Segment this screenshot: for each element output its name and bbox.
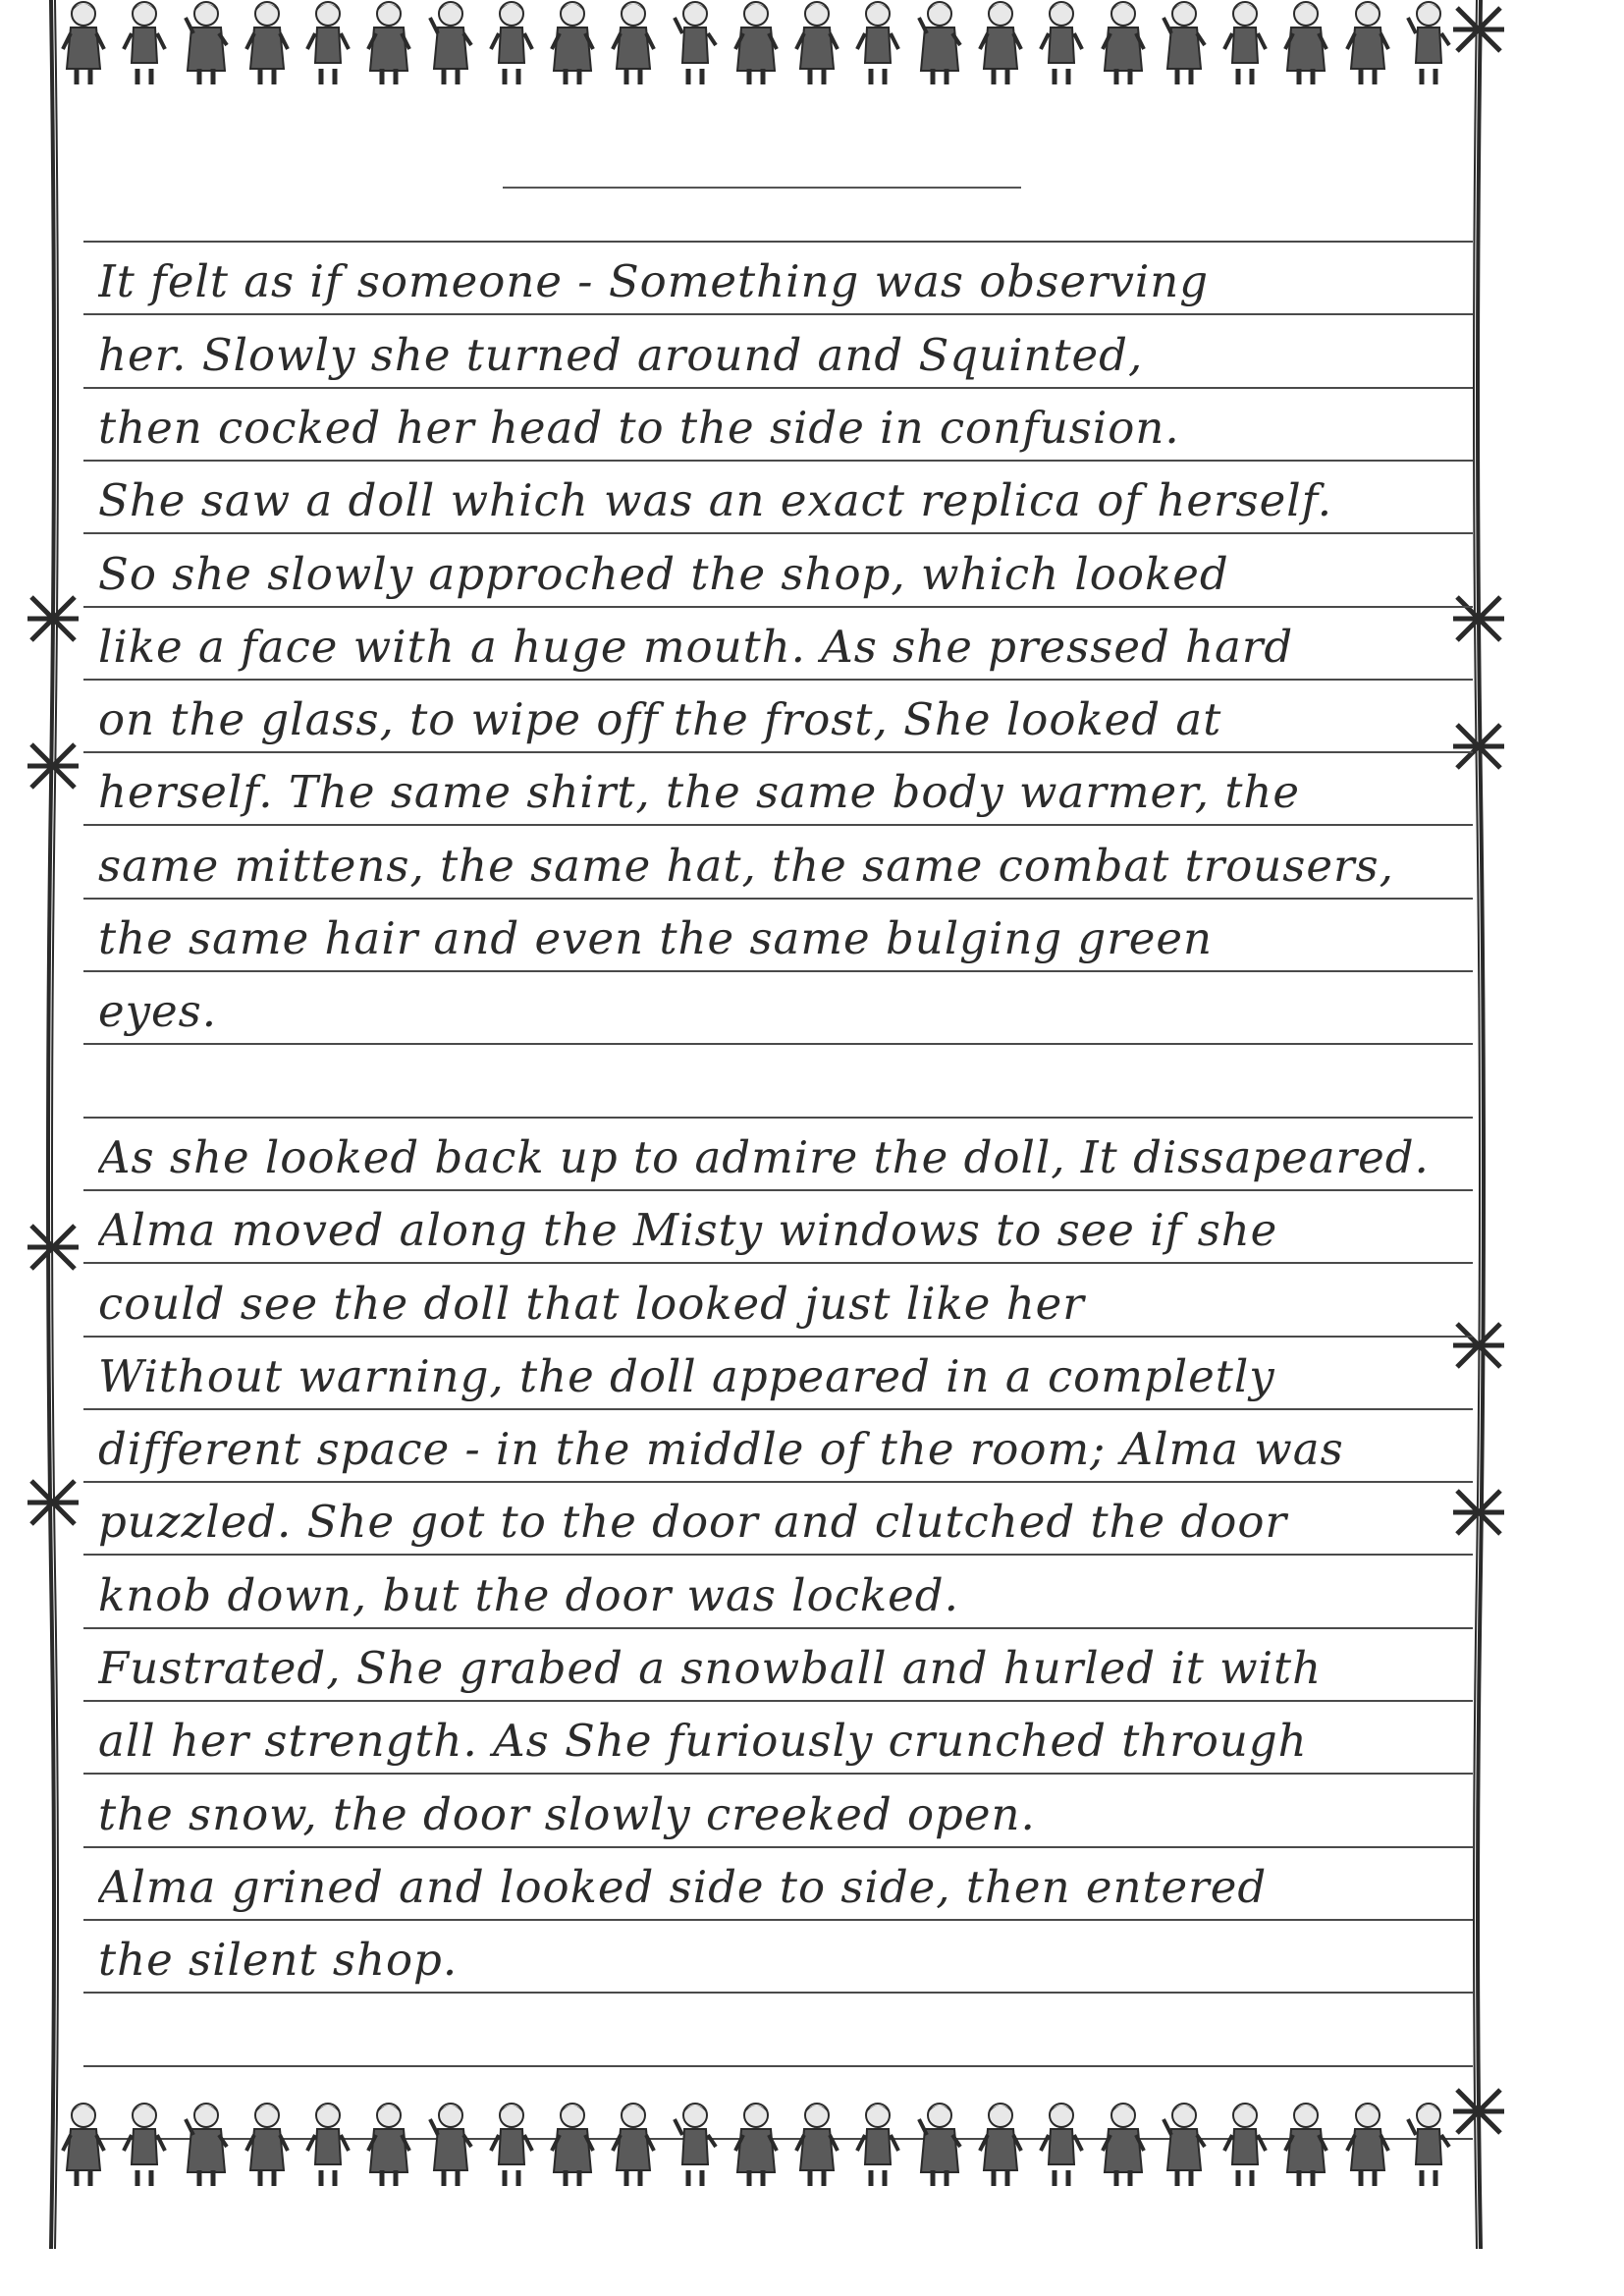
story-line: like a face with a huge mouth. As she pressed hard	[98, 620, 1294, 673]
doll-icon	[120, 0, 169, 90]
story-line: her. Slowly she turned around and Squinted,	[98, 328, 1144, 381]
doll-icon	[548, 2094, 597, 2192]
doll-icon	[671, 2094, 720, 2192]
story-line: eyes.	[98, 985, 218, 1038]
bottom-doll-border	[59, 2094, 1453, 2192]
story-line: the snow, the door slowly creeked open.	[98, 1787, 1036, 1840]
story-line: knob down, but the door was locked.	[98, 1568, 959, 1621]
ruled-line	[83, 1262, 1473, 1264]
title-line	[503, 187, 1021, 189]
story-line: Fustrated, She grabed a snowball and hurled it with	[98, 1642, 1323, 1694]
doll-icon	[426, 2094, 475, 2192]
doll-icon	[1160, 0, 1209, 90]
doll-icon	[1281, 2094, 1330, 2192]
doll-icon	[1220, 0, 1270, 90]
doll-icon	[426, 0, 475, 90]
story-line: different space - in the middle of the room; Alma was	[98, 1423, 1344, 1476]
story-line: could see the doll that looked just like her	[98, 1277, 1085, 1330]
ruled-line	[83, 1846, 1473, 1848]
ruled-line	[83, 1627, 1473, 1629]
story-line: Alma grined and looked side to side, then entered	[98, 1860, 1268, 1913]
doll-icon	[915, 2094, 964, 2192]
ruled-line	[83, 898, 1473, 900]
doll-icon	[1099, 0, 1148, 90]
ruled-line	[83, 1700, 1473, 1702]
ruled-line	[83, 1554, 1473, 1556]
ruled-line	[83, 824, 1473, 826]
doll-icon	[548, 0, 597, 90]
left-barbed-wire-border	[22, 0, 81, 2249]
ruled-line	[83, 970, 1473, 972]
story-line: puzzled. She got to the door and clutched the door	[98, 1496, 1287, 1549]
doll-icon	[731, 0, 781, 90]
story-line: As she looked back up to admire the doll, It dissapeared.	[98, 1130, 1430, 1183]
doll-icon	[120, 2094, 169, 2192]
story-line: same mittens, the same hat, the same combat trousers,	[98, 839, 1394, 892]
ruled-line	[83, 606, 1473, 608]
doll-icon	[1099, 2094, 1148, 2192]
doll-icon	[853, 2094, 902, 2192]
ruled-line	[83, 1408, 1473, 1410]
doll-icon	[1037, 0, 1086, 90]
story-line: herself. The same shirt, the same body warmer, the	[98, 766, 1301, 819]
top-doll-border	[59, 0, 1453, 90]
story-line: Without warning, the doll appeared in a completly	[98, 1349, 1275, 1402]
doll-icon	[364, 0, 413, 90]
doll-icon	[182, 0, 231, 90]
doll-icon	[1220, 2094, 1270, 2192]
doll-icon	[915, 0, 964, 90]
ruled-line	[83, 460, 1473, 462]
doll-icon	[487, 2094, 536, 2192]
story-line: all her strength. As She furiously crunched through	[98, 1715, 1308, 1768]
story-line: So she slowly approched the shop, which looked	[98, 547, 1229, 600]
ruled-line	[83, 1773, 1473, 1775]
story-line: the same hair and even the same bulging green	[98, 912, 1213, 964]
doll-icon	[1160, 2094, 1209, 2192]
ruled-line	[83, 1189, 1473, 1191]
ruled-line	[83, 532, 1473, 534]
doll-icon	[59, 2094, 108, 2192]
ruled-line	[83, 751, 1473, 753]
ruled-line	[83, 1336, 1473, 1338]
doll-icon	[1343, 2094, 1392, 2192]
doll-icon	[1037, 2094, 1086, 2192]
doll-icon	[976, 2094, 1025, 2192]
ruled-line	[83, 1992, 1473, 1994]
story-line: It felt as if someone - Something was observing	[98, 255, 1210, 308]
story-line	[98, 1056, 1463, 1115]
doll-icon	[1404, 0, 1453, 90]
ruled-line	[83, 1117, 1473, 1119]
doll-icon	[1343, 0, 1392, 90]
story-line: She saw a doll which was an exact replica of herself.	[98, 474, 1332, 527]
ruled-line	[83, 679, 1473, 681]
ruled-line	[83, 2065, 1473, 2067]
doll-icon	[609, 2094, 658, 2192]
doll-icon	[1404, 2094, 1453, 2192]
doll-icon	[303, 0, 352, 90]
doll-icon	[243, 0, 292, 90]
ruled-line	[83, 1919, 1473, 1921]
doll-icon	[303, 2094, 352, 2192]
doll-icon	[364, 2094, 413, 2192]
doll-icon	[182, 2094, 231, 2192]
doll-icon	[792, 0, 841, 90]
doll-icon	[243, 2094, 292, 2192]
ruled-line	[83, 1043, 1473, 1045]
doll-icon	[853, 0, 902, 90]
doll-icon	[487, 0, 536, 90]
ruled-line	[83, 241, 1473, 243]
story-line: on the glass, to wipe off the frost, She looked at	[98, 693, 1222, 746]
doll-icon	[731, 2094, 781, 2192]
doll-icon	[792, 2094, 841, 2192]
story-line: the silent shop.	[98, 1934, 459, 1987]
story-line: Alma moved along the Misty windows to see if she	[98, 1204, 1278, 1257]
ruled-line	[83, 1481, 1473, 1483]
doll-icon	[1281, 0, 1330, 90]
doll-icon	[609, 0, 658, 90]
story-line: then cocked her head to the side in confusion.	[98, 401, 1180, 454]
doll-icon	[976, 0, 1025, 90]
ruled-line	[83, 313, 1473, 315]
ruled-line	[83, 387, 1473, 389]
doll-icon	[671, 0, 720, 90]
